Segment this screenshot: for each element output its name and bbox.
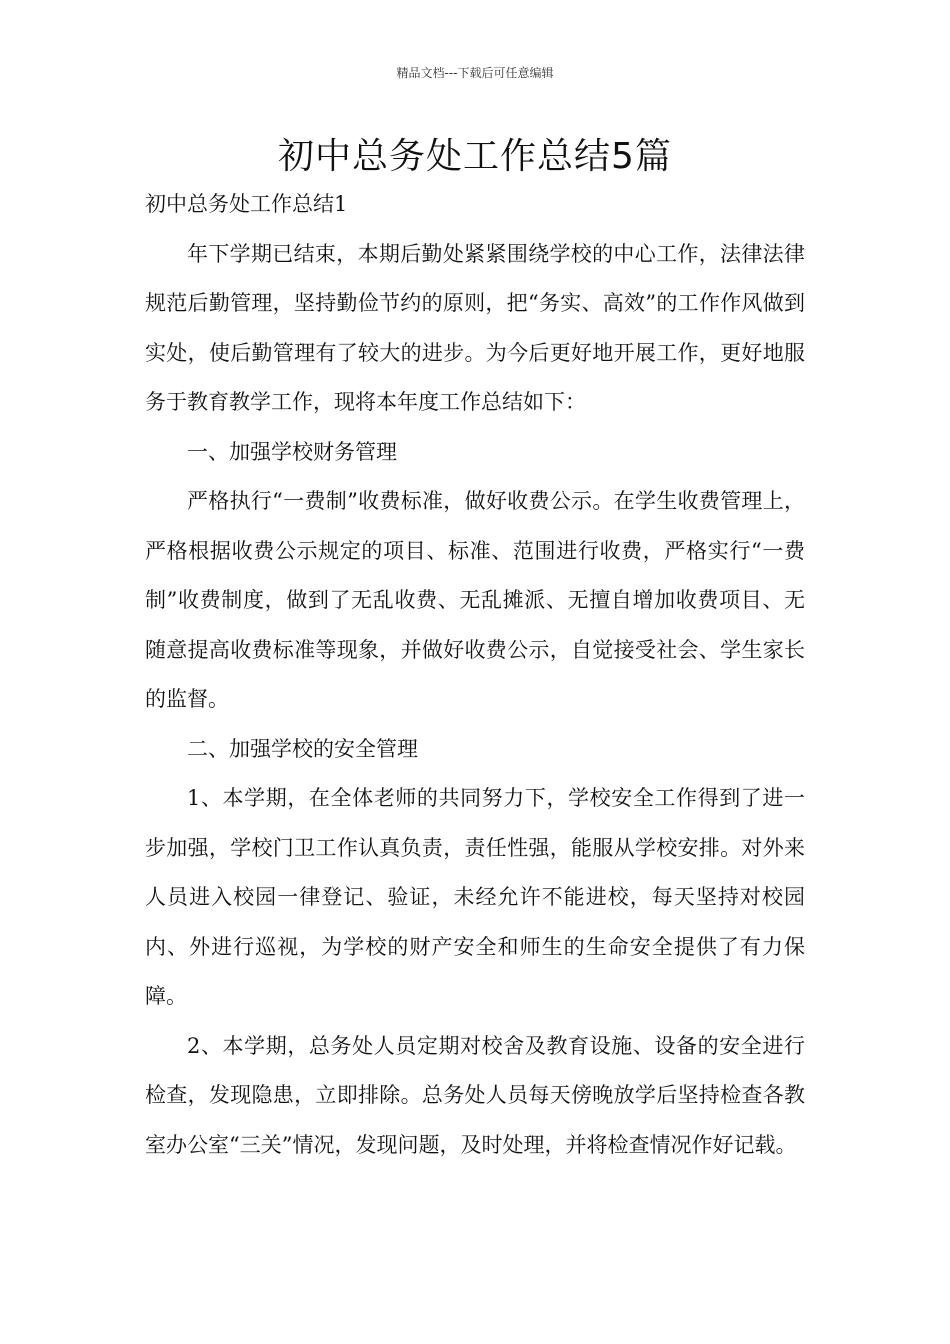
section-heading-finance: 一、加强学校财务管理 bbox=[187, 439, 397, 464]
section-subtitle: 初中总务处工作总结1 bbox=[145, 192, 348, 216]
paragraph-intro: 年下学期已结束，本期后勤处紧紧围绕学校的中心工作，法律法律规范后勤管理，坚持勤俭节约的原则，把“务实、高效”的工作作风做到实处，使后勤管理有了较大的进步。为今后更好地开展工作，更好地服务于教育教学工作，现将本年度工作总结如下： bbox=[145, 241, 805, 414]
paragraph-safety-1: 1、本学期，在全体老师的共同努力下，学校安全工作得到了进一步加强，学校门卫工作认真负责，责任性强，能服从学校安排。对外来人员进入校园一律登记、验证，未经允许不能进校，每天坚持对校园内、外进行巡视，为学校的财产安全和师生的生命安全提供了有力保障。 bbox=[145, 786, 805, 1008]
section-heading-safety: 二、加强学校的安全管理 bbox=[187, 736, 418, 761]
header-note: 精品文档---下载后可任意编辑 bbox=[396, 66, 554, 80]
paragraph-finance: 严格执行“一费制”收费标准，做好收费公示。在学生收费管理上，严格根据收费公示规定的项目、标准、范围进行收费，严格实行“一费制”收费制度，做到了无乱收费、无乱摊派、无擅自增加收费项目、无随意提高收费标准等现象，并做好收费公示，自觉接受社会、学生家长的监督。 bbox=[145, 489, 805, 711]
paragraph-safety-2: 2、本学期，总务处人员定期对校舍及教育设施、设备的安全进行检查，发现隐患，立即排除。总务处人员每天傍晚放学后坚持检查各教室办公室“三关”情况，发现问题，及时处理，并将检查情况作好记载。 bbox=[145, 1033, 805, 1157]
document-body bbox=[145, 180, 805, 1170]
document-title: 初中总务处工作总结5篇 bbox=[278, 136, 672, 177]
